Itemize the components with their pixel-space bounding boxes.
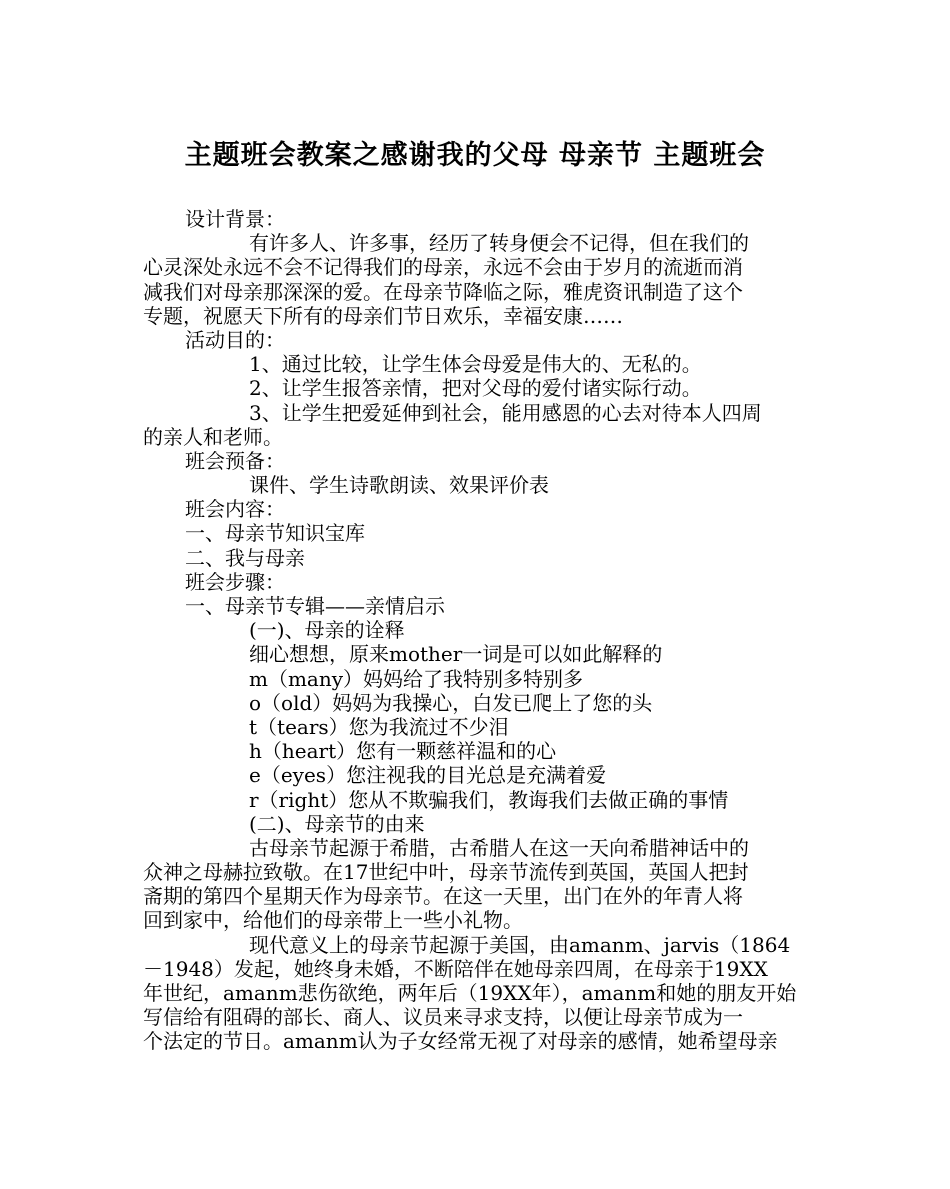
text-line: 专题，祝愿天下所有的母亲们节日欢乐，幸福安康……: [143, 303, 623, 328]
text-line: 班会内容：: [185, 497, 285, 522]
text-line: 班会步骤：: [185, 569, 285, 594]
text-line: 一、母亲节知识宝库: [185, 521, 365, 546]
text-line: 众神之母赫拉致敬。在17世纪中叶，母亲节流传到英国，英国人把封: [143, 860, 749, 885]
text-line: 减我们对母亲那深深的爱。在母亲节降临之际，雅虎资讯制造了这个: [143, 279, 743, 304]
text-line: 古母亲节起源于希腊，古希腊人在这一天向希腊神话中的: [249, 835, 749, 860]
text-line: m（many）妈妈给了我特别多特别多: [249, 666, 584, 691]
text-line: 设计背景：: [185, 207, 285, 231]
text-line: 一、母亲节专辑——亲情启示: [185, 594, 445, 618]
text-line: 回到家中，给他们的母亲带上一些小礼物。: [143, 908, 523, 933]
text-line: (二)、母亲节的由来: [249, 811, 425, 836]
text-line: 现代意义上的母亲节起源于美国，由amanm、jarvis（1864: [249, 932, 791, 957]
text-line: 细心想想，原来mother一词是可以如此解释的: [249, 642, 663, 667]
text-line: 3、让学生把爱延伸到社会，能用感恩的心去对待本人四周: [249, 400, 762, 425]
text-line: 写信给有阻碍的部长、商人、议员来寻求支持，以便让母亲节成为一: [143, 1005, 743, 1030]
text-line: 班会预备：: [185, 448, 285, 473]
text-line: 个法定的节日。amanm认为子女经常无视了对母亲的感情，她希望母亲: [143, 1029, 778, 1054]
text-line: 的亲人和老师。: [143, 424, 283, 449]
document-title: 主题班会教案之感谢我的父母 母亲节 主题班会: [184, 140, 766, 171]
text-line: 课件、学生诗歌朗读、效果评价表: [249, 473, 549, 498]
text-line: 心灵深处永远不会不记得我们的母亲，永远不会由于岁月的流逝而消: [143, 255, 743, 280]
text-line: 有许多人、许多事，经历了转身便会不记得，但在我们的: [249, 231, 749, 256]
text-line: r（right）您从不欺骗我们，教诲我们去做正确的事情: [249, 787, 729, 812]
text-line: t（tears）您为我流过不少泪: [249, 714, 509, 739]
document-body: [143, 207, 811, 1054]
text-line: o（old）妈妈为我操心，白发已爬上了您的头: [249, 690, 653, 715]
text-line: 活动目的：: [185, 327, 285, 352]
text-line: 2、让学生报答亲情，把对父母的爱付诸实际行动。: [249, 376, 702, 401]
text-line: －1948）发起，她终身未婚，不断陪伴在她母亲四周，在母亲于19XX: [143, 956, 768, 981]
text-line: 年世纪，amanm悲伤欲绝，两年后（19XX年），amanm和她的朋友开始: [143, 981, 797, 1005]
text-line: h（heart）您有一颗慈祥温和的心: [249, 739, 557, 764]
text-line: 二、我与母亲: [185, 545, 305, 570]
text-line: 斋期的第四个星期天作为母亲节。在这一天里，出门在外的年青人将: [143, 884, 743, 909]
text-line: 1、通过比较，让学生体会母爱是伟大的、无私的。: [249, 352, 702, 377]
text-line: e（eyes）您注视我的目光总是充满着爱: [249, 763, 607, 788]
text-line: (一)、母亲的诠释: [249, 618, 405, 643]
